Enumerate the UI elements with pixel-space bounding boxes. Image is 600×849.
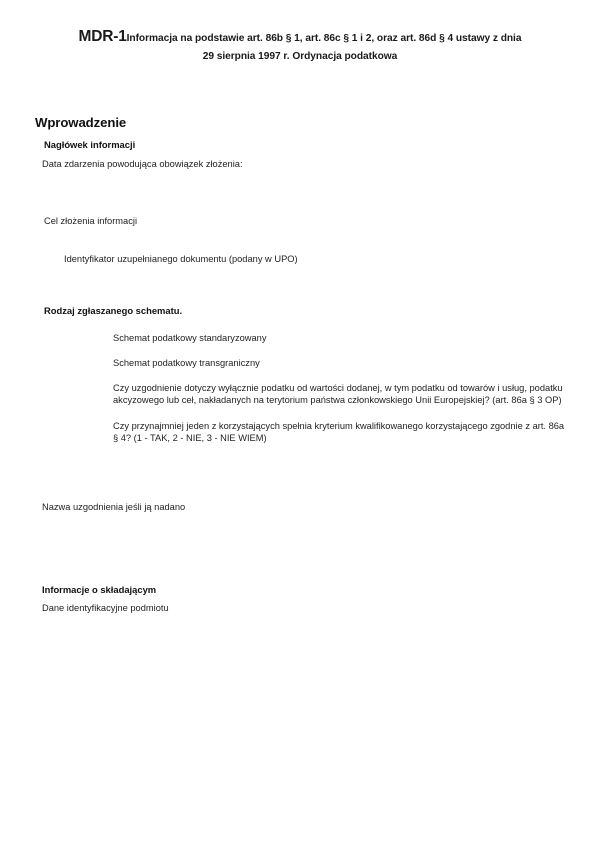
form-code: MDR-1	[78, 28, 127, 45]
field-question-kryterium-kwalifikowanego-korzystajacego[interactable]	[565, 420, 587, 434]
label-nazwa-uzgodnienia: Nazwa uzgodnienia jeśli ją nadano	[42, 502, 186, 512]
option-schemat-podatkowy-standaryzowany[interactable]: Schemat podatkowy standaryzowany	[113, 333, 267, 343]
group-heading-informacje-o-skladajacym: Informacje o składającym	[42, 584, 157, 595]
document-title-line-1: Informacja na podstawie art. 86b § 1, art. 86c § 1 i 2, oraz art. 86d § 4 ustawy z dnia	[126, 33, 522, 44]
label-data-zdarzenia: Data zdarzenia powodująca obowiązek złożenia:	[42, 159, 243, 169]
document-title	[36, 29, 564, 65]
question-vat-wylacznie: Czy uzgodnienie dotyczy wyłącznie podatku od wartości dodanej, w tym podatku od towarów i usług, podatku akcyzowego lub ceł, nakładanych na terytorium państwa członkowskiego Unii Europejskiej? (art. 86a § 3 OP)	[113, 383, 563, 406]
label-cel-zlozenia-informacji: Cel złożenia informacji	[44, 216, 138, 226]
group-heading-rodzaj-zglaszanego-schematu: Rodzaj zgłaszanego schematu.	[44, 305, 183, 316]
field-question-vat-wylacznie[interactable]	[565, 382, 587, 396]
label-dane-identyfikacyjne-podmiotu: Dane identyfikacyjne podmiotu	[42, 603, 169, 613]
document-title-line-2: 29 sierpnia 1997 r. Ordynacja podatkowa	[202, 51, 398, 62]
question-kryterium-kwalifikowanego-korzystajacego: Czy przynajmniej jeden z korzystających spełnia kryterium kwalifikowanego korzystającego zgodnie z art. 86a § 4? (1 - TAK, 2 - NIE, 3 - NIE WIEM)	[113, 421, 565, 444]
field-data-zdarzenia[interactable]	[42, 172, 242, 188]
field-cel-zlozenia-informacji[interactable]	[44, 229, 244, 245]
field-identyfikator-uzupelnianego-dokumentu[interactable]	[64, 267, 324, 283]
field-nazwa-uzgodnienia[interactable]	[42, 516, 522, 556]
option-schemat-podatkowy-transgraniczny[interactable]: Schemat podatkowy transgraniczny	[113, 358, 260, 368]
label-identyfikator-uzupelnianego-dokumentu: Identyfikator uzupełnianego dokumentu (podany w UPO)	[64, 254, 298, 264]
section-heading-wprowadzenie: Wprowadzenie	[35, 115, 127, 130]
group-heading-naglowek-informacji: Nagłówek informacji	[44, 139, 136, 150]
